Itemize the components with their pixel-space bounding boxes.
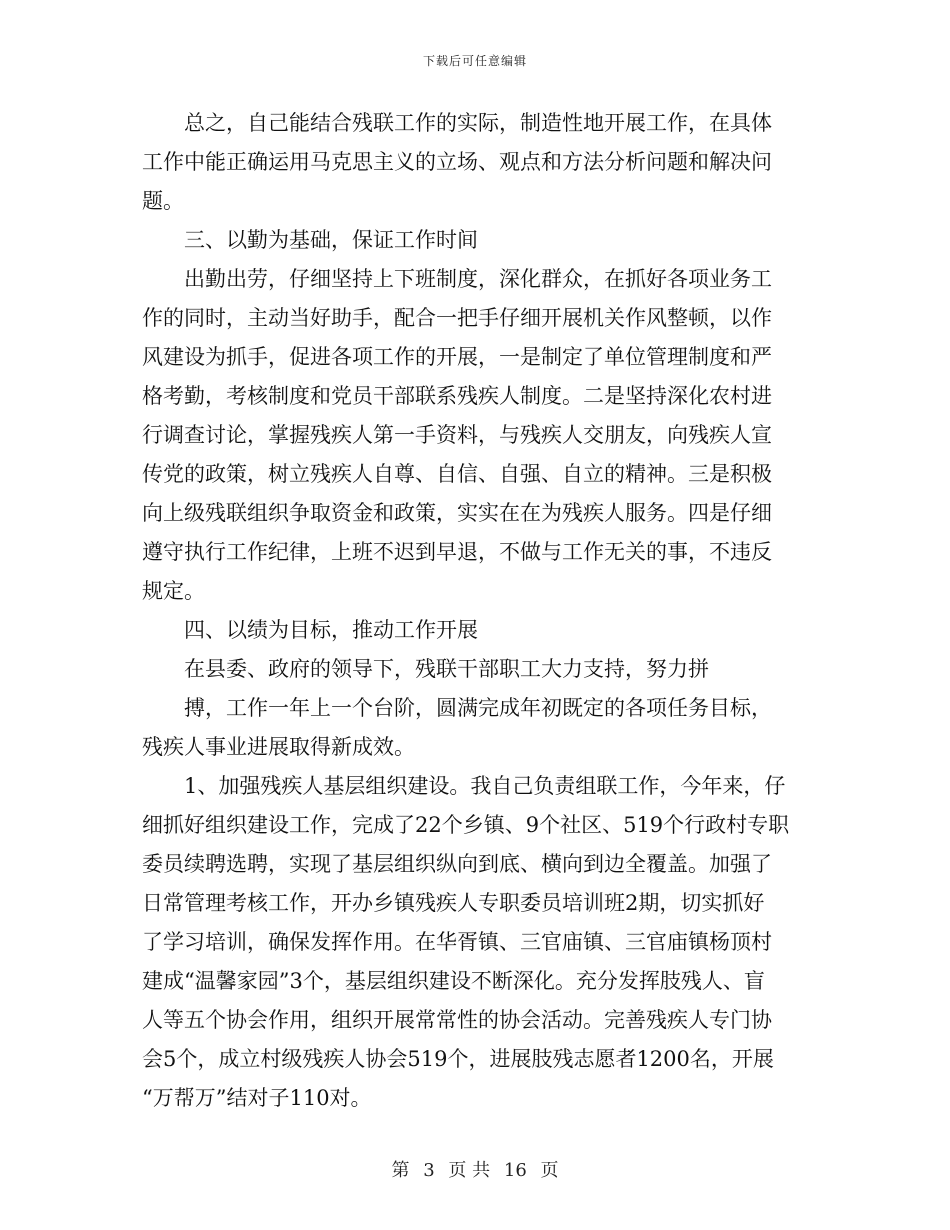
section-heading: 四、以绩为目标，推动工作开展 (184, 618, 478, 642)
text-line: 人等五个协会作用，组织开展常常性的协会活动。完善残疾人专门协 (142, 1008, 772, 1032)
page-header: 下载后可任意编辑 (422, 54, 527, 68)
document-body (142, 104, 822, 1118)
total-page-count: 16 (503, 1160, 527, 1181)
current-page-number: 3 (423, 1160, 435, 1181)
text-line: 风建设为抓手，促进各项工作的开展，一是制定了单位管理制度和严 (142, 345, 772, 369)
text-line: 委员续聘选聘，实现了基层组织纵向到底、横向到边全覆盖。加强了 (142, 852, 772, 876)
section-heading: 三、以勤为基础，保证工作时间 (184, 228, 478, 252)
text-line: 细抓好组织建设工作，完成了22个乡镇、9个社区、519个行政村专职 (142, 813, 790, 837)
text-line: 总之，自己能结合残联工作的实际，制造性地开展工作，在具体 (184, 111, 772, 135)
text-line: 向上级残联组织争取资金和政策，实实在在为残疾人服务。四是仔细 (142, 501, 772, 525)
text-line: 作的同时，主动当好助手，配合一把手仔细开展机关作风整顿，以作 (142, 306, 772, 330)
page-number-suffix: 页 (540, 1160, 559, 1181)
page-number-middle: 页 共 (448, 1160, 491, 1181)
page-number-prefix: 第 (391, 1160, 410, 1181)
text-line: 搏，工作一年上一个台阶，圆满完成年初既定的各项任务目标， (184, 696, 772, 720)
text-line: 传党的政策，树立残疾人自尊、自信、自强、自立的精神。三是积极 (142, 462, 772, 486)
text-line: 建成“温馨家园”3个，基层组织建设不断深化。充分发挥肢残人、盲 (142, 969, 765, 993)
text-line: 规定。 (142, 579, 205, 603)
text-line: 遵守执行工作纪律，上班不迟到早退，不做与工作无关的事，不违反 (142, 540, 772, 564)
text-line: 1、加强残疾人基层组织建设。我自己负责组联工作，今年来，仔 (184, 774, 786, 798)
text-line: 出勤出劳，仔细坚持上下班制度，深化群众，在抓好各项业务工 (184, 267, 772, 291)
page-footer (0, 1156, 950, 1182)
text-line: 在县委、政府的领导下，残联干部职工大力支持，努力拼 (184, 657, 709, 681)
text-line: 行调查讨论，掌握残疾人第一手资料，与残疾人交朋友，向残疾人宣 (142, 423, 772, 447)
text-line: 工作中能正确运用马克思主义的立场、观点和方法分析问题和解决问 (142, 150, 772, 174)
text-line: “万帮万”结对子110对。 (142, 1086, 372, 1110)
text-line: 会5个，成立村级残疾人协会519个，进展肢残志愿者1200名，开展 (142, 1047, 774, 1071)
text-line: 了学习培训，确保发挥作用。在华胥镇、三官庙镇、三官庙镇杨顶村 (142, 930, 772, 954)
text-line: 格考勤，考核制度和党员干部联系残疾人制度。二是坚持深化农村进 (142, 384, 772, 408)
text-line: 题。 (142, 189, 184, 213)
text-line: 日常管理考核工作，开办乡镇残疾人专职委员培训班2期，切实抓好 (142, 891, 765, 915)
text-line: 残疾人事业进展取得新成效。 (142, 735, 415, 759)
